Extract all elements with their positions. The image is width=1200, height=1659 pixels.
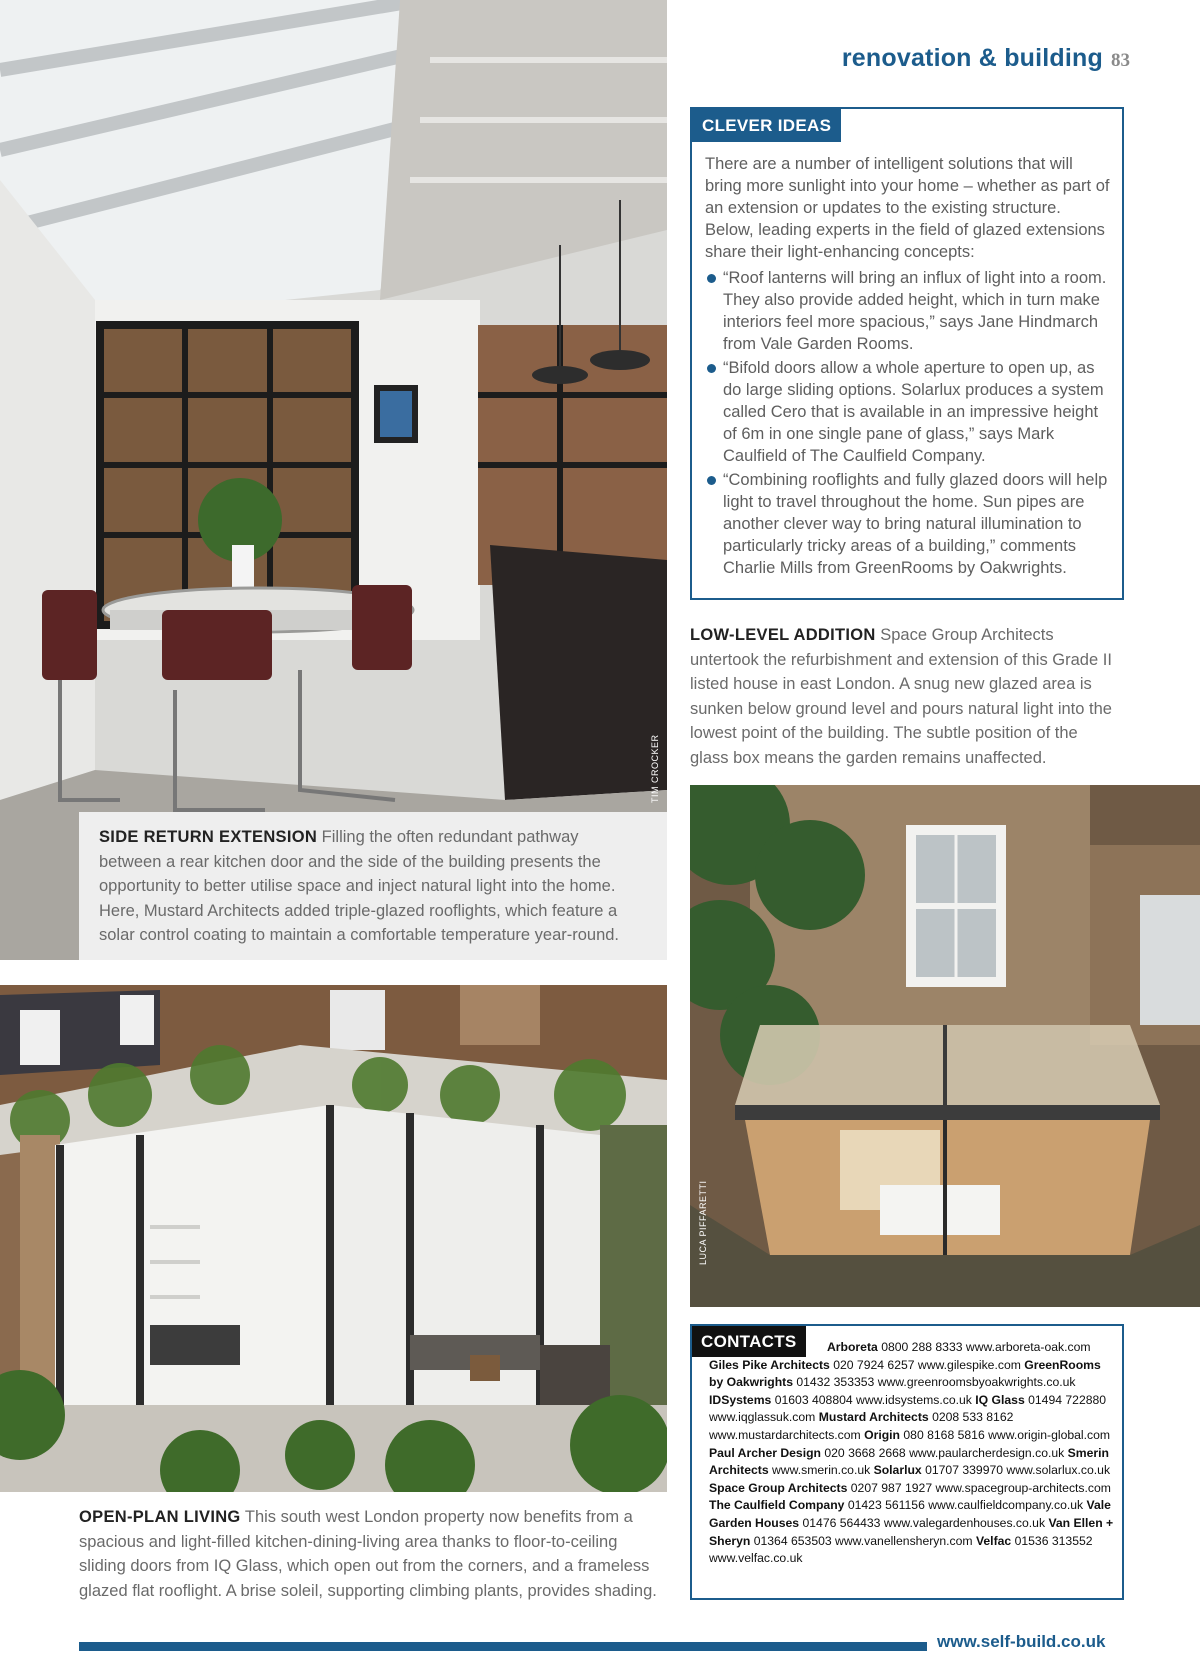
contact-details: 0207 987 1927 www.spacegroup-architects.com	[850, 1480, 1111, 1495]
footer-rule	[79, 1642, 927, 1651]
idea-text: “Combining rooflights and fully glazed doors will help light to travel throughout the home. Sun pipes are another clever way to bring natural illumination to particularly tricky areas of a building,” comments Charlie Mills from GreenRooms by Oakwrights.	[723, 471, 1108, 577]
contact-details: 080 8168 5816 www.origin-global.com	[903, 1427, 1111, 1442]
contact-details: 01494 722880 www.iqglassuk.com	[709, 1392, 1107, 1425]
contact-details: 01536 313552 www.velfac.co.uk	[709, 1533, 1093, 1566]
low-level-photo-credit: LUCA PIFFARETTI	[698, 1180, 708, 1265]
bullet-icon	[707, 476, 716, 485]
bullet-icon	[707, 364, 716, 373]
open-plan-caption-heading: OPEN-PLAN LIVING	[79, 1508, 241, 1526]
contact-details: 020 3668 2668 www.paularcherdesign.co.uk	[824, 1445, 1065, 1460]
contact-name: Paul Archer Design	[709, 1445, 821, 1460]
contact-details: 01707 339970 www.solarlux.co.uk	[925, 1463, 1111, 1478]
list-item	[705, 469, 1110, 579]
open-plan-living-photo	[0, 985, 667, 1492]
contact-details: 020 7924 6257 www.gilespike.com	[833, 1357, 1021, 1372]
contact-name: The Caulfield Company	[709, 1498, 845, 1513]
contact-name: Origin	[864, 1427, 900, 1442]
contact-details: 01603 408804 www.idsystems.co.uk	[774, 1392, 972, 1407]
section-header	[842, 44, 1130, 73]
list-item	[705, 267, 1110, 355]
contact-details: 0208 533 8162 www.mustardarchitects.com	[709, 1410, 1014, 1442]
contact-details: 01432 353353 www.greenroomsbyoakwrights.co.uk	[796, 1375, 1076, 1390]
low-level-caption	[690, 623, 1120, 770]
contact-details: 01423 561156 www.caulfieldcompany.co.uk	[847, 1498, 1084, 1513]
contact-name: IQ Glass	[975, 1392, 1025, 1407]
open-plan-caption-text: This south west London property now benefits from a spacious and light-filled kitchen-dining-living area thanks to floor-to-ceiling sliding doors from IQ Glass, which open out from the corners, and a frameless glazed flat rooflight. A brise soleil, supporting climbing plants, provides shading.	[79, 1508, 657, 1600]
footer-url: www.self-build.co.uk	[937, 1632, 1106, 1651]
side-return-caption-heading: SIDE RETURN EXTENSION	[99, 828, 318, 846]
clever-ideas-intro: There are a number of intelligent solutions that will bring more sunlight into your home – whether as part of an extension or updates to the existing structure. Below, leading experts in the field of glazed extensions share their light-enhancing concepts:	[705, 155, 1110, 261]
list-item	[705, 357, 1110, 467]
contact-name: Arboreta	[827, 1340, 878, 1354]
contact-name: Solarlux	[873, 1463, 922, 1478]
side-return-caption	[99, 825, 639, 948]
contacts-list	[709, 1339, 1114, 1568]
contact-name: Space Group Architects	[709, 1480, 848, 1495]
contact-name: Smerin Architects	[709, 1445, 1109, 1478]
contacts-box	[690, 1324, 1124, 1600]
open-plan-caption	[79, 1505, 661, 1603]
side-return-photo-credit: TIM CROCKER	[650, 734, 660, 803]
contact-name: Vale Garden Houses	[709, 1498, 1111, 1530]
low-level-addition-photo	[690, 785, 1200, 1307]
contact-name: GreenRooms by Oakwrights	[709, 1357, 1101, 1390]
side-return-caption-text: Filling the often redundant pathway between a rear kitchen door and the side of the building presents the opportunity to better utilise space and inject natural light into the home. Here, Mustard Architects added triple-glazed rooflights, which feature a solar control coating to maintain a comfortable temperature year-round.	[99, 828, 620, 944]
idea-text: “Roof lanterns will bring an influx of light into a room. They also provide added height, which in turn make interiors feel more spacious,” says Jane Hindmarch from Vale Garden Rooms.	[723, 269, 1107, 353]
clever-ideas-box	[690, 107, 1124, 600]
contact-details: 0800 288 8333 www.arboreta-oak.com	[881, 1340, 1091, 1354]
bullet-icon	[707, 274, 716, 283]
page-number: 83	[1111, 50, 1130, 71]
contact-details: www.smerin.co.uk	[772, 1463, 871, 1478]
contacts-label: CONTACTS	[692, 1326, 806, 1357]
contact-details: 01364 653503 www.vanellensheryn.com	[753, 1533, 973, 1548]
contact-name: IDSystems	[709, 1392, 772, 1407]
clever-ideas-label: CLEVER IDEAS	[692, 109, 841, 142]
contact-details: 01476 564433 www.valegardenhouses.co.uk	[802, 1515, 1046, 1530]
contact-name: Velfac	[975, 1533, 1012, 1548]
contact-name: Van Ellen + Sheryn	[709, 1515, 1114, 1548]
clever-ideas-list	[705, 267, 1110, 581]
contact-name: Giles Pike Architects	[709, 1357, 830, 1372]
contact-name: Mustard Architects	[818, 1410, 929, 1425]
low-level-caption-heading: LOW-LEVEL ADDITION	[690, 626, 876, 644]
idea-text: “Bifold doors allow a whole aperture to open up, as do large sliding options. Solarlux produces a system called Cero that is available in an impressive height of 6m in one single pane of glass,” says Mark Caulfield of The Caulfield Company.	[723, 359, 1104, 465]
section-title: renovation & building	[841, 44, 1103, 72]
side-return-caption-panel	[79, 812, 667, 960]
low-level-caption-text: Space Group Architects untertook the refurbishment and extension of this Grade II listed house in east London. A snug new glazed area is sunken below ground level and pours natural light into the lowest point of the building. The subtle position of the glass box means the garden remains unaffected.	[690, 626, 1112, 767]
